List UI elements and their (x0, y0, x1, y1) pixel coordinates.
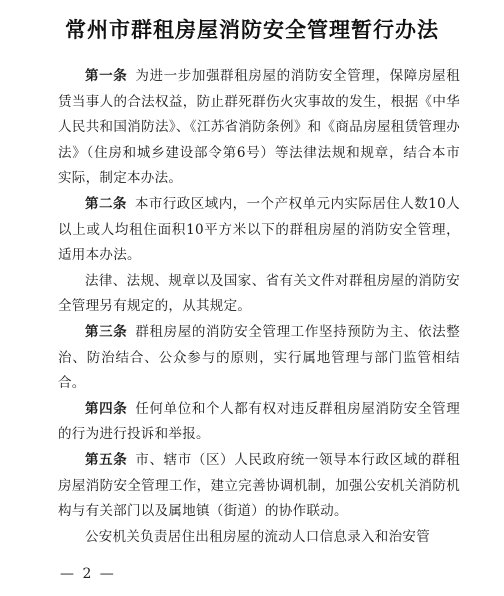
article-2-paragraph-2 (58, 269, 460, 320)
article-text: 本市行政区域内，一个产权单元内实际居住人数10人以上或人均租住面积10平方米以下的群租房屋的消防安全管理，适用本办法。 (58, 195, 460, 264)
article-3 (58, 320, 460, 397)
document-body (58, 64, 460, 550)
article-text: 市、辖市（区）人民政府统一领导本行政区域的群租房屋消防安全管理工作，建立完善协调机制，加强公安机关消防机构与有关部门以及属地镇（街道）的协作联动。 (58, 451, 460, 520)
document-title: 常州市群租房屋消防安全管理暂行办法 (65, 17, 439, 42)
article-text: 公安机关负责居住出租房屋的流动人口信息录入和治安管 (85, 528, 430, 545)
article-text: 为进一步加强群租房屋的消防安全管理，保障房屋租赁当事人的合法权益，防止群死群伤火灾事故的发生，根据《中华人民共和国消防法》、《江苏省消防条例》和《商品房屋租赁管理办法》（住房和城乡建设部令第6号）等法律法规和规章，结合本市实际，制定本办法。 (58, 68, 460, 187)
article-number: 第一条 (85, 68, 128, 84)
article-4 (58, 397, 460, 448)
article-number: 第五条 (85, 451, 128, 468)
article-number: 第三条 (85, 323, 128, 340)
article-5-paragraph-2 (58, 525, 460, 551)
article-number: 第二条 (85, 195, 127, 212)
article-number: 第四条 (85, 400, 128, 417)
article-text: 法律、法规、规章以及国家、省有关文件对群租房屋的消防安全管理另有规定的，从其规定。 (58, 272, 460, 315)
article-1 (58, 64, 460, 192)
article-2 (58, 192, 460, 269)
article-text: 任何单位和个人都有权对违反群租房屋消防安全管理的行为进行投诉和举报。 (58, 400, 460, 443)
article-5 (58, 448, 460, 525)
page-number: — 2 — (60, 566, 116, 582)
article-text: 群租房屋的消防安全管理工作坚持预防为主、依法整治、防治结合、公众参与的原则，实行属地管理与部门监管相结合。 (58, 323, 460, 392)
